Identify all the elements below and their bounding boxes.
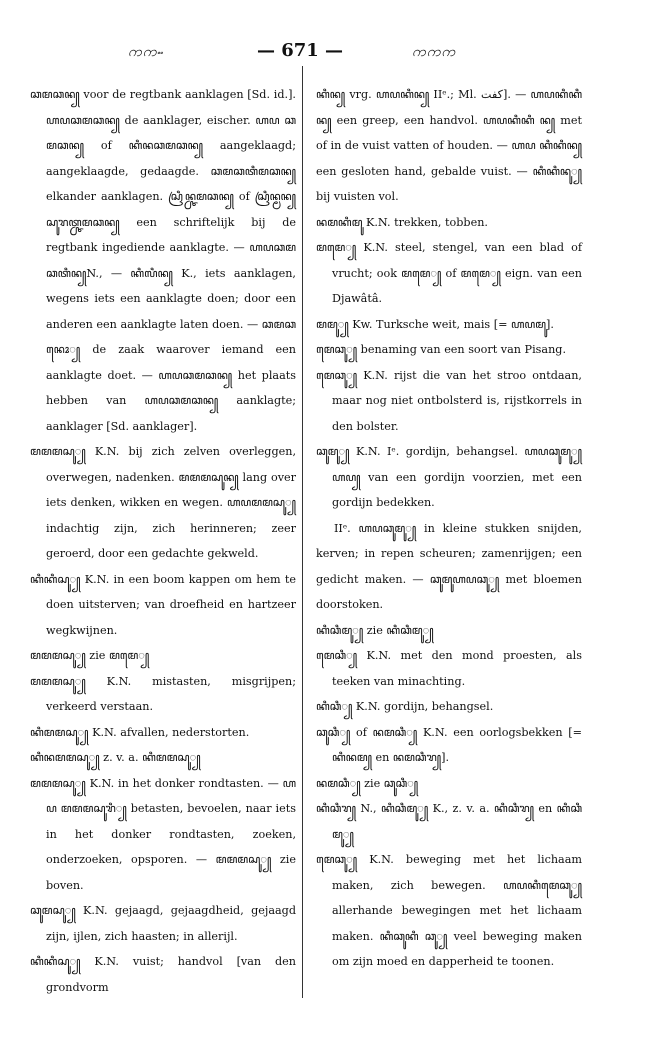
dictionary-entry: ꦩꦩꦺ꧀ K.N. steel, stengel, van een blad of vrucht; ook ꦩꦩꦺ꧀ of ꦩꦩꦺ꧀ eign. van een Djawâtâ. bbox=[316, 241, 582, 305]
dictionary-entry: ꦕꦸꦩꦱꦸ꧀ K.N. gejaagd, gejaagdheid, gejaagd zijn, ijlen, zich haasten; in allerijl. bbox=[30, 904, 296, 943]
dictionary-entry: ꦩꦺꦕꦶ꧀ K.N. met den mond proesten, als teeken van minachting. bbox=[316, 649, 582, 688]
dictionary-entry: ꦩꦩꦩꦱꦸ꧀ K.N. bij zich zelven overleggen, overwegen, nadenken. ꦩꦩꦩꦱꦸꦤ꧀ lang over iets denken, wikken en wegen. ꦲꦥꦩꦩꦱꦸ꧀ indachtig zijn, zich herinneren; zeer geroerd, door een gedachte gekweld. bbox=[30, 445, 296, 560]
dictionary-entry: ꦏꦶꦏꦶꦱꦸ꧀ K.N. vuist; handvol [van den grondvorm bbox=[30, 955, 296, 994]
dictionary-entry: ꦏꦶꦤ꧀ vrg. ꦲꦥꦏꦶꦤ꧀ IIᵉ.; Ml. ﮐﻔﺖ]. — ꦲꦥꦏꦶꦏꦶꦤ꧀ een greep, een handvol. ꦲꦥꦏꦶꦏꦶ ꦤ꧀ met of in de vuist vatten of houden. — ꦲꦥ ꦏꦶꦏꦶꦤ꧀ een gesloten hand, gebalde vuist. — ꦏꦶꦏꦶꦤꦸ꧀ bij vuisten vol. bbox=[316, 88, 583, 203]
dictionary-entry: ꦩꦺꦕꦸ꧀ K.N. rijst die van het stroo ontdaan, maar nog niet ontbolsterd is, rijstkorrels in den bolster. bbox=[316, 368, 582, 433]
dictionary-entry: ꦩꦩꦩꦱꦸ꧀ zie ꦩꦩꦺ꧀ bbox=[30, 649, 150, 662]
dictionary-entry: ꦏꦶꦩꦩꦱꦸ꧀ K.N. afvallen, nederstorten. bbox=[30, 725, 250, 739]
dictionary-entry: ꦏꦶꦤꦩꦩꦱꦸ꧀ z. v. a. ꦏꦶꦩꦩꦱꦸ꧀ bbox=[30, 751, 201, 764]
dictionary-entry: ꦏꦶꦕꦶ꧀ K.N. gordijn, behangsel. bbox=[316, 700, 494, 713]
left-column bbox=[30, 82, 296, 1000]
page-header bbox=[0, 40, 650, 64]
dictionary-entry: ꦩꦺꦕꦸ꧀ benaming van een soort van Pisang. bbox=[316, 343, 566, 356]
dictionary-entry: ꦕꦸꦕꦶ꧀ of ꦤꦩꦕꦶ꧀ K.N. een oorlogsbekken [= ꦏꦶꦤꦩ꧀ en ꦤꦩꦕꦶꦫ꧀]. bbox=[316, 725, 582, 764]
dictionary-entry: ꦩꦩꦩꦱꦸ꧀ K.N. mistasten, misgrijpen; verkeerd verstaan. bbox=[30, 674, 296, 713]
dictionary-entry: ꦏꦶꦕꦶꦩꦸ꧀ zie ꦏꦶꦕꦶꦩꦸ꧀ bbox=[316, 623, 434, 637]
dictionary-entry: ꦩꦩꦩꦱꦸ꧀ K.N. in het donker rondtasten. — ꦲꦥ ꦩꦩꦩꦱꦸꦫꦶ꧀ betasten, bevoelen, naar iets in het donker rondtasten, zoeken, onderzoeken, opsporen. — ꦩꦩꦩꦱꦸ꧀ zie boven. bbox=[30, 776, 296, 892]
running-head-right: ကကက bbox=[412, 44, 457, 60]
dictionary-entry: ꦤꦩꦏꦶꦩꦸ K.N. trekken, tobben. bbox=[316, 215, 488, 229]
column-divider bbox=[302, 66, 303, 998]
dictionary-entry: ꦩꦩꦸ꧀ Kw. Turksche weit, mais [= ꦲꦥꦩꦸ]. bbox=[316, 317, 554, 331]
dictionary-entry: ꦤꦩꦕꦶ꧀ zie ꦕꦸꦕꦶ꧀ bbox=[316, 776, 419, 790]
dictionary-entry: ꦕꦸꦩꦸ꧀ K.N. Iᵉ. gordijn, behangsel. ꦲꦥꦕꦸꦩꦸ꧀ ꦲꦥ꧀ van een gordijn voorzien, met een gordijn bedekken. bbox=[316, 445, 582, 509]
dictionary-entry: ꦏꦶꦏꦶꦱꦸ꧀ K.N. in een boom kappen om hem te doen uitsterven; van droefheid en hartzeer wegkwijnen. bbox=[30, 572, 296, 637]
dictionary-entry: IIᵉ. ꦲꦥꦕꦸꦩꦸ꧀ in kleine stukken snijden, kerven; in repen scheuren; zamenrijgen; een gedicht maken. — ꦕꦸꦩꦸꦲꦥꦕꦸ꧀ met bloemen doorstoken. bbox=[316, 521, 582, 611]
right-column bbox=[316, 82, 582, 975]
dictionary-entry: ꦕꦩꦕꦤ꧀ voor de regtbank aanklagen [Sd. id.]. ꦲꦥꦕꦩꦕꦤ꧀ de aanklager, eischer. ꦲꦥ ꦕꦩꦕꦤ꧀ of ꦏꦶꦤꦕꦩꦕꦤ꧀ aangeklaagd; aangeklaagde, gedaagde. ꦕꦩꦕꦠꦶꦩꦕꦤ꧀ elkander aanklagen. ꦱꦿꦶꦤ꧀ꦕꦩꦕꦤ꧀ of ꦱꦿꦶꦤ꧀ꦩꦤ꧀ ꦱꦸꦫꦠ꧀ꦕꦩꦕꦤ꧀ een schriftelijk bij de regtbank ingediende aanklagte. — ꦲꦥꦕꦩꦕꦠꦶꦤ꧀N., — ꦏꦶꦭꦶꦤ꧀ K., iets aanklagen, wegens iets een aanklagte doen; door een anderen een aanklagte laten doen. — ꦕꦩꦕꦤꦺꦴ꧀ de zaak waarover iemand een aanklagte doet. — ꦲꦥꦕꦩꦕꦤ꧀ het plaats hebben van ꦲꦥꦕꦩꦕꦤ꧀ aanklagte; aanklager [Sd. aanklager]. bbox=[30, 88, 296, 433]
running-head-left: ကကႌ bbox=[128, 44, 164, 60]
dictionary-entry: ꦩꦺꦕꦸ꧀ K.N. beweging met het lichaam maken, zich bewegen. ꦲꦥꦏꦶꦩꦺꦕꦸ꧀ allerhande bewegingen met het lichaam maken. ꦏꦶꦕꦸꦏꦶ ꦕꦸ꧀ veel beweging maken om zijn moed en dapperheid te toonen. bbox=[316, 853, 582, 968]
page-number: — 671 — bbox=[256, 40, 344, 61]
dictionary-entry: ꦏꦶꦕꦶꦫ꧀ N., ꦏꦶꦕꦶꦩꦸ꧀ K., z. v. a. ꦏꦶꦕꦶꦫ꧀ en ꦏꦶꦕꦶꦩꦸ꧀ bbox=[316, 802, 582, 841]
